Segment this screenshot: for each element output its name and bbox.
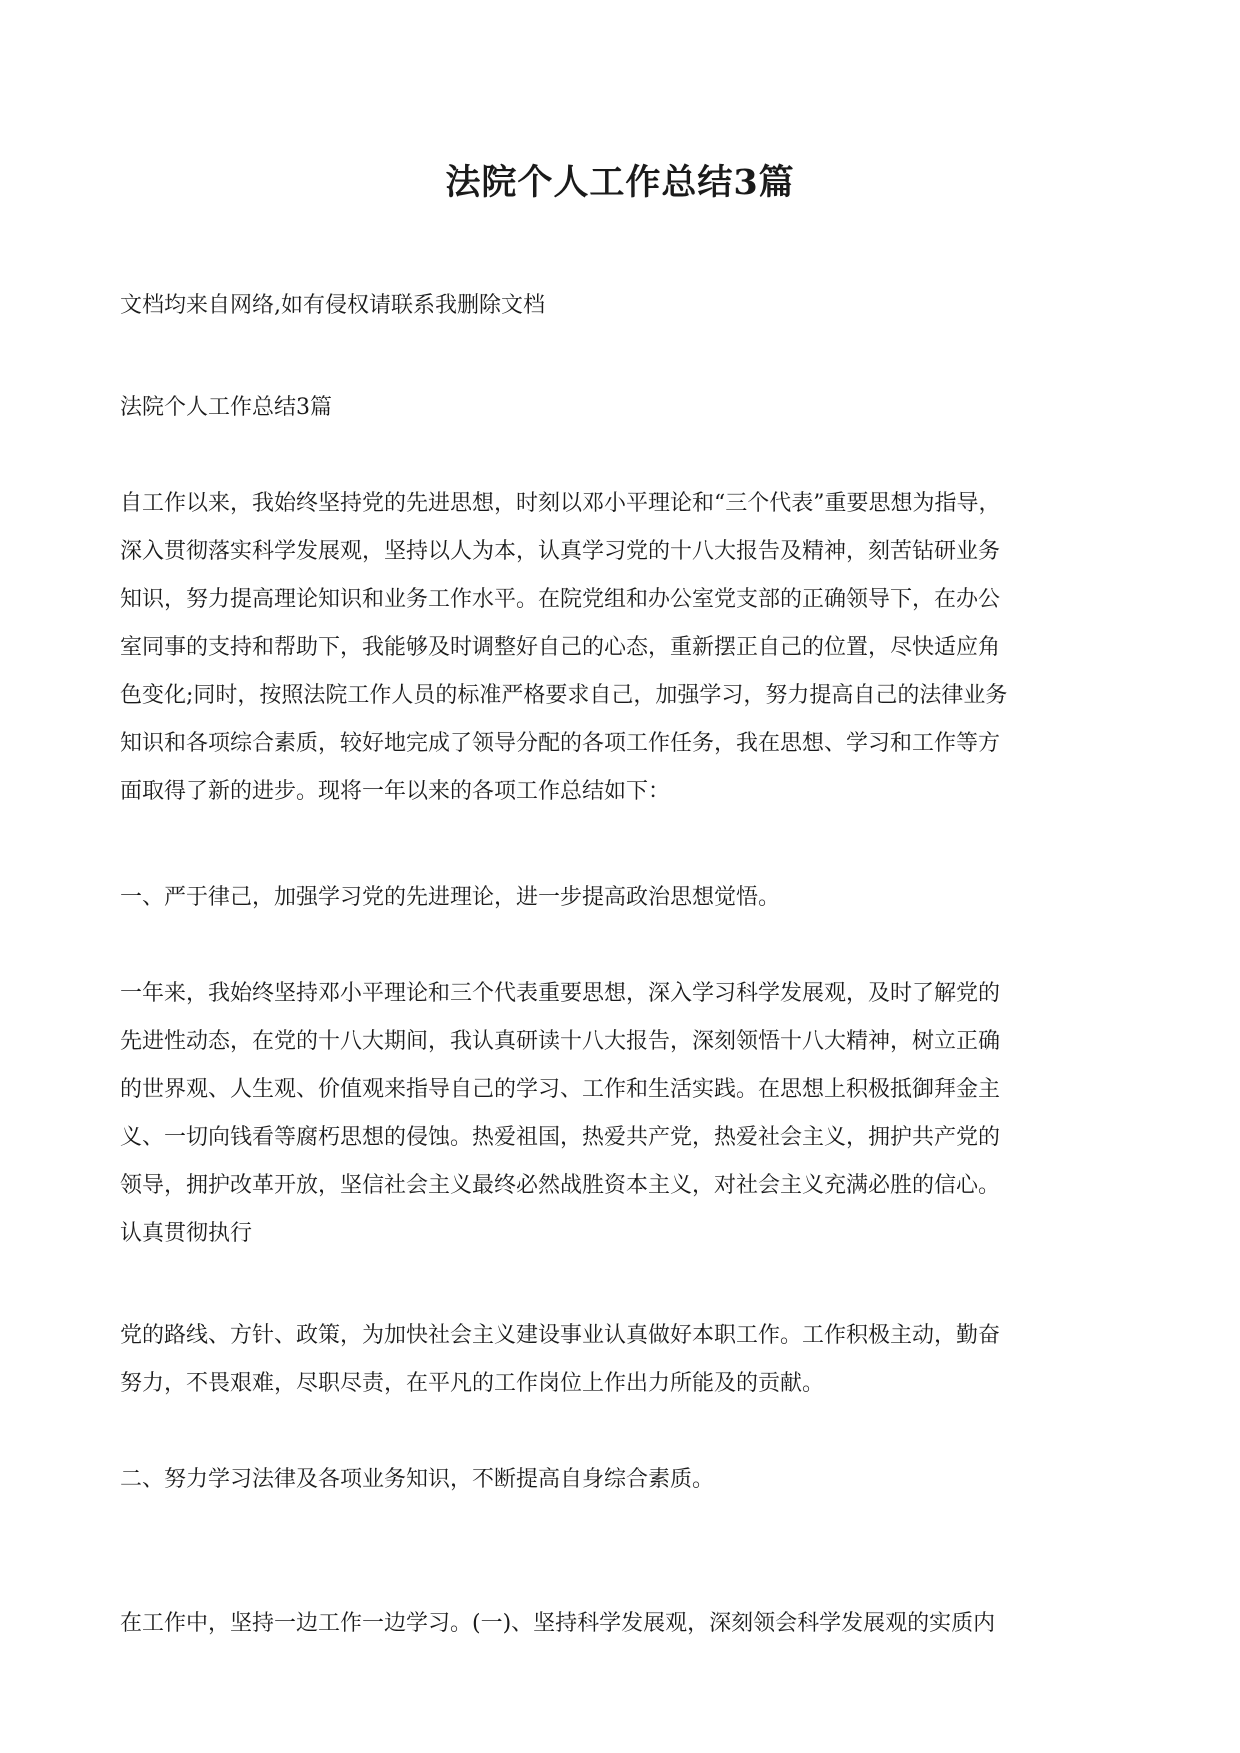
paragraph-intro — [120, 480, 1130, 816]
subtitle — [120, 384, 1130, 432]
text-line: 认真贯彻执行 — [120, 1221, 253, 1246]
text-line: 一年来，我始终坚持邓小平理论和三个代表重要思想，深入学习科学发展观，及时了解党的 — [120, 981, 1001, 1006]
text-line: 面取得了新的进步。现将一年以来的各项工作总结如下： — [120, 779, 671, 804]
text-line: 义、一切向钱看等腐朽思想的侵蚀。热爱祖国，热爱共产党，热爱社会主义，拥护共产党的 — [120, 1125, 1001, 1150]
text-line: 色变化;同时，按照法院工作人员的标准严格要求自己，加强学习，努力提高自己的法律业务 — [120, 683, 1008, 708]
section-heading-1 — [120, 874, 1130, 922]
text-line: 自工作以来，我始终坚持党的先进思想，时刻以邓小平理论和“三个代表”重要思想为指导， — [120, 491, 1001, 516]
section-heading-2 — [120, 1456, 1130, 1504]
text-line: 在工作中，坚持一边工作一边学习。(一)、坚持科学发展观，深刻领会科学发展观的实质内 — [120, 1611, 996, 1636]
text-line: 知识，努力提高理论知识和业务工作水平。在院党组和办公室党支部的正确领导下，在办公 — [120, 587, 1001, 612]
text-line: 先进性动态，在党的十八大期间，我认真研读十八大报告，深刻领悟十八大精神，树立正确 — [120, 1029, 1001, 1054]
paragraph-politics — [120, 970, 1130, 1258]
text-line: 深入贯彻落实科学发展观，坚持以人为本，认真学习党的十八大报告及精神，刻苦钻研业务 — [120, 539, 1001, 564]
text-line: 室同事的支持和帮助下，我能够及时调整好自己的心态，重新摆正自己的位置，尽快适应角 — [120, 635, 1001, 660]
text-line: 的世界观、人生观、价值观来指导自己的学习、工作和生活实践。在思想上积极抵御拜金主 — [120, 1077, 1001, 1102]
paragraph-party-line — [120, 1312, 1130, 1408]
paragraph-study — [120, 1600, 1130, 1648]
text-line: 领导，拥护改革开放，坚信社会主义最终必然战胜资本主义，对社会主义充满必胜的信心。 — [120, 1173, 1001, 1198]
text-line: 党的路线、方针、政策，为加快社会主义建设事业认真做好本职工作。工作积极主动，勤奋 — [120, 1323, 1001, 1348]
heading-line: 二、努力学习法律及各项业务知识，不断提高自身综合素质。 — [120, 1467, 715, 1492]
text-line: 努力，不畏艰难，尽职尽责，在平凡的工作岗位上作出力所能及的贡献。 — [120, 1371, 825, 1396]
notice-line: 文档均来自网络,如有侵权请联系我删除文档 — [120, 293, 545, 318]
text-line: 知识和各项综合素质，较好地完成了领导分配的各项工作任务，我在思想、学习和工作等方 — [120, 731, 1001, 756]
subtitle-line: 法院个人工作总结3篇 — [120, 395, 332, 420]
heading-line: 一、严于律己，加强学习党的先进理论，进一步提高政治思想觉悟。 — [120, 885, 781, 910]
copyright-notice — [120, 282, 1130, 330]
document-title: 法院个人工作总结3篇 — [445, 162, 795, 203]
